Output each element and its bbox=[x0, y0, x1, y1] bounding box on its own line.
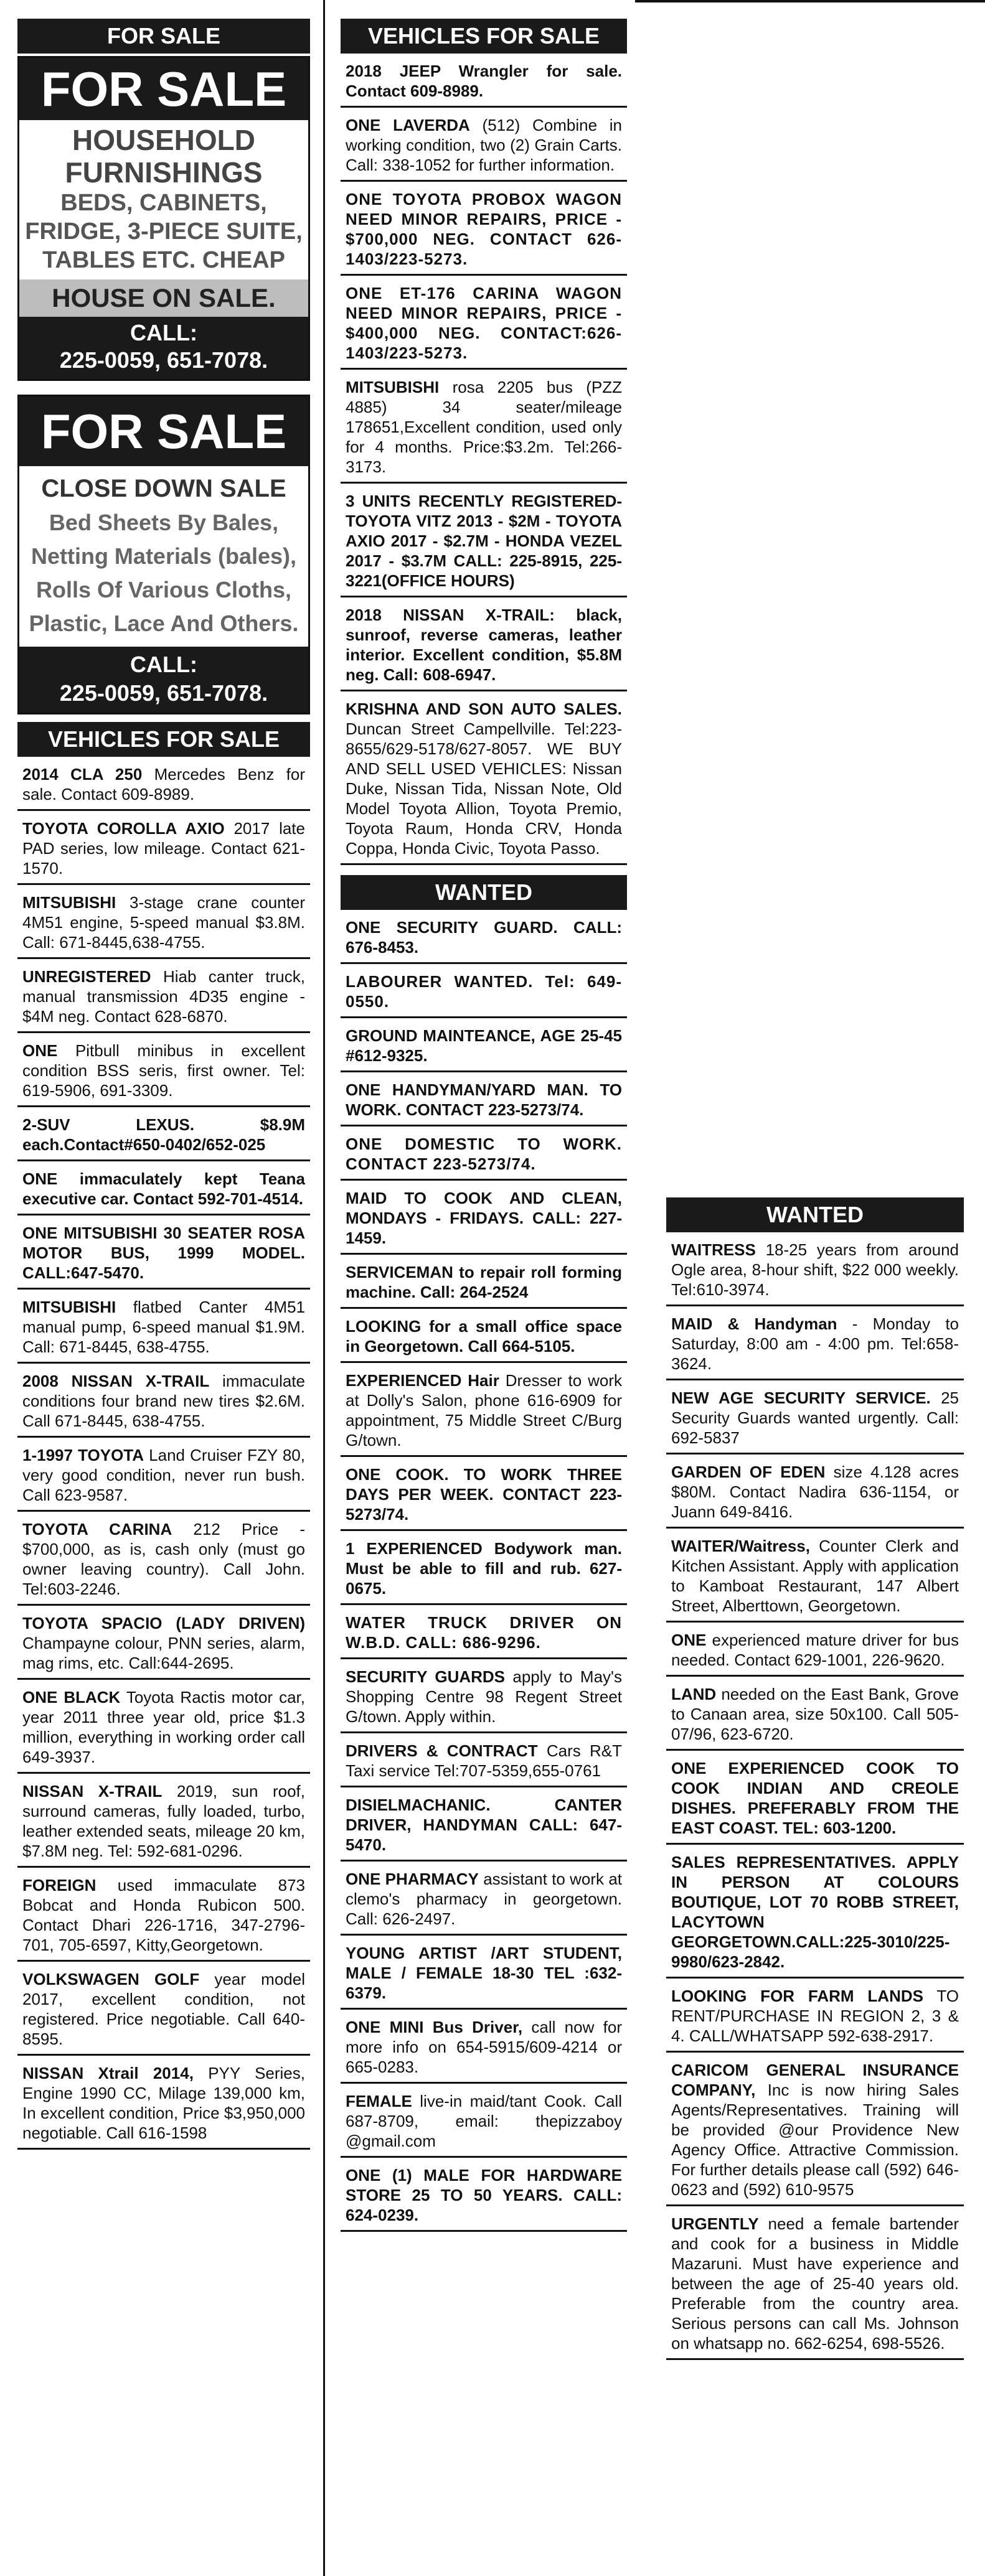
classified-ad bbox=[341, 1126, 627, 1181]
classified-ad bbox=[341, 1363, 627, 1457]
classified-ad bbox=[341, 108, 627, 182]
ad-lead: KRISHNA AND SON AUTO SALES. bbox=[346, 700, 622, 718]
ad-text: Champayne colour, PNN series, alarm, mag rims, etc. Call:644-2695. bbox=[22, 1634, 305, 1672]
ad-lead: LAND bbox=[671, 1685, 717, 1703]
ad-lead: WAITRESS bbox=[671, 1240, 756, 1259]
ad-lead: ONE PHARMACY bbox=[346, 1870, 479, 1888]
ad-lead: ONE DOMESTIC TO WORK. CONTACT 223-5273/74. bbox=[346, 1135, 622, 1173]
classified-list bbox=[341, 54, 627, 865]
classified-ad bbox=[666, 1979, 964, 2053]
ad-text: Pitbull minibus in excellent condition BSS seris, first owner. Tel: 619-5906, 691-3309. bbox=[22, 1041, 305, 1100]
ad-lead: 2018 NISSAN X-TRAIL: black, sunroof, reverse cameras, leather interior. Excellent condition, $5.8M neg. Call: 608-6947. bbox=[346, 606, 622, 684]
classified-ad bbox=[17, 1107, 310, 1161]
ad-text: TO RENT/PURCHASE IN REGION 2, 3 & 4. CALL/WHATSAPP 592-638-2917. bbox=[671, 1987, 959, 2045]
classified-ad bbox=[341, 1018, 627, 1072]
classified-ad bbox=[17, 1512, 310, 1606]
section-header-vehicles: VEHICLES FOR SALE bbox=[17, 722, 310, 757]
call-label: CALL: bbox=[130, 320, 197, 345]
ad-lead: GROUND MAINTEANCE, AGE 25-45 #612-9325. bbox=[346, 1026, 622, 1065]
ad-text: live-in maid/tant Cook. Call 687-8709, email: thepizzaboy @gmail.com bbox=[346, 2092, 622, 2150]
ad-lead: SECURITY GUARDS bbox=[346, 1667, 506, 1686]
display-ad-body: Bed Sheets By Bales, Netting Materials (bales), Rolls Of Various Cloths, Plastic, Lace And Others. bbox=[29, 510, 299, 636]
ad-lead: LOOKING for a small office space in Georgetown. Call 664-5105. bbox=[346, 1317, 622, 1356]
ad-lead: DISIELMACHANIC. CANTER DRIVER, HANDYMAN CALL: 647-5470. bbox=[346, 1796, 622, 1854]
ad-text: (512) Combine in working condition, two (2) Grain Carts. Call: 338-1052 for further information. bbox=[346, 116, 623, 174]
ad-text: Duncan Street Campellville. Tel:223-8655/629-5178/627-8057. WE BUY AND SELL USED VEHICLES: Nissan Duke, Nissan Tida, Nissan Note, Old Model Toyota Allion, Toyota Premio, Toyota Raum, Honda CRV, Honda Coppa, Honda Civic, Toyota Passo. bbox=[346, 719, 622, 858]
ad-lead: ONE BLACK bbox=[22, 1688, 121, 1707]
classified-ad bbox=[341, 691, 627, 865]
classified-ad bbox=[666, 2206, 964, 2360]
classified-ad bbox=[17, 959, 310, 1033]
ad-lead: MAID & Handyman bbox=[671, 1314, 837, 1333]
classified-ad bbox=[17, 1290, 310, 1364]
ad-text: Contact 609-8989. bbox=[346, 82, 484, 100]
ad-text: year model 2017, excellent condition, not registered. Price negotiable. Call 640-8595. bbox=[22, 1970, 305, 2048]
ad-text: 2017 late PAD series, low mileage. Contact 621-1570. bbox=[22, 819, 305, 878]
ad-lead: ONE HANDYMAN/YARD MAN. TO WORK. CONTACT 223-5273/74. bbox=[346, 1080, 622, 1119]
classified-ad bbox=[341, 1605, 627, 1659]
display-ad-headline: HOUSEHOLD FURNISHINGS bbox=[65, 124, 263, 189]
ad-lead: 1 EXPERIENCED Bodywork man. Must be able to fill and rub. 627-0675. bbox=[346, 1539, 622, 1598]
ad-lead: NISSAN Xtrail 2014, bbox=[22, 2064, 194, 2082]
ad-text: assistant to work at clemo's pharmacy in georgetown. Call: 626-2497. bbox=[346, 1870, 623, 1928]
ad-text: Dresser to work at Dolly's Salon, phone 616-6909 for appointment, 75 Middle Street C/Burg G/town. bbox=[346, 1371, 622, 1450]
display-ad-house-on-sale: HOUSE ON SALE. bbox=[19, 279, 308, 317]
ad-lead: 2018 JEEP Wrangler for sale. bbox=[346, 62, 622, 80]
ad-lead: UNREGISTERED bbox=[22, 967, 151, 986]
ad-lead: 1-1997 TOYOTA bbox=[22, 1446, 144, 1464]
display-ad-call bbox=[19, 317, 308, 379]
ad-lead: GARDEN OF EDEN bbox=[671, 1463, 826, 1481]
classified-ad bbox=[17, 1774, 310, 1868]
classified-ad bbox=[341, 1936, 627, 2010]
classified-ad bbox=[341, 1072, 627, 1126]
ad-text: Mercedes Benz for sale. Contact 609-8989. bbox=[22, 765, 305, 803]
ad-lead: WAITER/Waitress, bbox=[671, 1537, 810, 1555]
ad-lead: LABOURER WANTED. Tel: 649-0550. bbox=[346, 972, 622, 1011]
ad-lead: TOYOTA CARINA bbox=[22, 1520, 172, 1539]
classified-list bbox=[341, 910, 627, 2232]
classified-ad bbox=[666, 1306, 964, 1380]
classified-ad bbox=[341, 370, 627, 484]
ad-lead: MITSUBISHI bbox=[22, 893, 116, 912]
ad-lead: SERVICEMAN to repair roll forming machine. Call: 264-2524 bbox=[346, 1263, 622, 1301]
classified-ad bbox=[17, 1161, 310, 1215]
ad-lead: VOLKSWAGEN GOLF bbox=[22, 1970, 200, 1988]
classified-ad bbox=[17, 885, 310, 959]
ad-lead: 2008 NISSAN X-TRAIL bbox=[22, 1372, 210, 1390]
classified-ad bbox=[341, 597, 627, 691]
ad-text: 212 Price - $700,000, as is, cash only (must go owner leaving country). Call John. Tel:603-2246. bbox=[22, 1520, 305, 1598]
column-3 bbox=[666, 0, 964, 2360]
ad-lead: URGENTLY bbox=[671, 2214, 759, 2233]
classified-ad bbox=[341, 910, 627, 964]
ad-lead: ONE bbox=[671, 1631, 707, 1649]
ad-lead: ONE MITSUBISHI 30 SEATER ROSA MOTOR BUS, 1999 MODEL. CALL:647-5470. bbox=[22, 1224, 305, 1282]
classified-ad bbox=[17, 1962, 310, 2056]
classified-ad bbox=[17, 1215, 310, 1290]
ad-lead: ONE TOYOTA PROBOX WAGON NEED MINOR REPAIRS, PRICE - $700,000 NEG. CONTACT 626-1403/223-5273. bbox=[346, 190, 622, 268]
classified-ad bbox=[17, 1606, 310, 1680]
ad-text: apply to May's Shopping Centre 98 Regent Street G/town. Apply within. bbox=[346, 1667, 622, 1726]
ad-lead: FOREIGN bbox=[22, 1876, 97, 1895]
classified-list bbox=[17, 757, 310, 2150]
ad-text: Hiab canter truck, manual transmission 4D35 engine - $4M neg. Contact 628-6870. bbox=[22, 967, 305, 1026]
classified-ad bbox=[666, 2053, 964, 2206]
ad-lead: ONE LAVERDA bbox=[346, 116, 470, 134]
classified-ad bbox=[666, 1845, 964, 1979]
ad-lead: 2-SUV LEXUS. $8.9M each.Contact#650-0402/652-025 bbox=[22, 1115, 305, 1154]
display-ad-close-down bbox=[17, 395, 310, 714]
ad-text: Land Cruiser FZY 80, very good condition, never run bush. Call 623-9587. bbox=[22, 1446, 305, 1504]
section-header-for-sale: FOR SALE bbox=[17, 19, 310, 54]
section-header-wanted: WANTED bbox=[666, 1197, 964, 1232]
classified-ad bbox=[341, 54, 627, 108]
ad-lead: DRIVERS & CONTRACT bbox=[346, 1741, 538, 1760]
display-ad-headline: CLOSE DOWN SALE bbox=[41, 475, 286, 502]
classified-ad bbox=[341, 1255, 627, 1309]
ad-text: - Monday to Saturday, 8:00 am - 4:00 pm. Tel:658-3624. bbox=[671, 1314, 959, 1373]
ad-text: need a female bartender and cook for a business in Middle Mazaruni. Must have experience and between the age of 25-40 years old. Preferable from the country area. Serious persons can call Ms. Johnson on whatsapp no. 662-6254, 698-5526. bbox=[671, 2214, 959, 2353]
ad-text: size 4.128 acres $80M. Contact Nadira 636-1154, or Juann 649-8416. bbox=[671, 1463, 959, 1521]
classified-ad bbox=[341, 1659, 627, 1733]
ad-lead: MITSUBISHI bbox=[22, 1298, 116, 1316]
classified-ad bbox=[341, 182, 627, 276]
classified-ad bbox=[341, 1457, 627, 1531]
display-ad-title: FOR SALE bbox=[19, 58, 308, 120]
ad-text: experienced mature driver for bus needed. Contact 629-1001, 226-9620. bbox=[671, 1631, 959, 1669]
display-ad-body: BEDS, CABINETS, FRIDGE, 3-PIECE SUITE, TABLES ETC. CHEAP bbox=[25, 190, 303, 273]
ad-lead: ONE EXPERIENCED COOK TO COOK INDIAN AND CREOLE DISHES. PREFERABLY FROM THE EAST COAST. TEL: 603-1200. bbox=[671, 1759, 959, 1837]
call-label: CALL: bbox=[130, 652, 197, 677]
ad-lead: TOYOTA COROLLA AXIO bbox=[22, 819, 225, 838]
section-header-vehicles: VEHICLES FOR SALE bbox=[341, 19, 627, 54]
display-ad-household bbox=[17, 56, 310, 381]
ad-lead: ONE MINI Bus Driver, bbox=[346, 2018, 523, 2036]
ad-lead: ONE SECURITY GUARD. CALL: 676-8453. bbox=[346, 918, 622, 957]
classified-ad bbox=[341, 964, 627, 1018]
classified-ad bbox=[17, 1680, 310, 1774]
ad-lead: ONE immaculately kept Teana executive car. Contact 592-701-4514. bbox=[22, 1169, 305, 1208]
ad-lead: WATER TRUCK DRIVER ON W.B.D. CALL: 686-9296. bbox=[346, 1613, 622, 1652]
classified-ad bbox=[341, 1862, 627, 1936]
classified-ad bbox=[17, 1364, 310, 1438]
ad-text: Counter Clerk and Kitchen Assistant. Apply with application to Kamboat Restaurant, 147 Albert Street, Alberttown, Georgetown. bbox=[671, 1537, 959, 1615]
column-gap bbox=[641, 0, 643, 2576]
classified-ad bbox=[17, 811, 310, 885]
ad-lead: NISSAN X-TRAIL bbox=[22, 1782, 163, 1801]
ad-lead: TOYOTA SPACIO (LADY DRIVEN) bbox=[22, 1614, 305, 1632]
classified-ad bbox=[341, 1531, 627, 1605]
ad-text: Inc is now hiring Sales Agents/Representatives. Training will be provided @our Providence New Agency Office. Attractive Commission. For further details please call (592) 646-0623 and (592) 610-9575 bbox=[671, 2081, 959, 2199]
classified-ad bbox=[341, 1309, 627, 1363]
call-phones: 225-0059, 651-7078. bbox=[59, 680, 268, 706]
ad-lead: NEW AGE SECURITY SERVICE. bbox=[671, 1389, 931, 1407]
classified-ad bbox=[666, 1454, 964, 1529]
call-phones: 225-0059, 651-7078. bbox=[59, 347, 268, 373]
ad-text: immaculate conditions four brand new tires $2.6M. Call 671-8445, 638-4755. bbox=[22, 1372, 305, 1430]
classified-ad bbox=[666, 1677, 964, 1751]
classified-ad bbox=[666, 1232, 964, 1306]
ad-text: flatbed Canter 4M51 manual pump, 6-speed manual $1.9M. Call: 671-8445, 638-4755. bbox=[22, 1298, 305, 1356]
ad-lead: ONE COOK. TO WORK THREE DAYS PER WEEK. CONTACT 223-5273/74. bbox=[346, 1465, 622, 1524]
classified-ad bbox=[17, 1868, 310, 1962]
ad-text: 25 Security Guards wanted urgently. Call: 692-5837 bbox=[671, 1389, 959, 1447]
classified-ad bbox=[341, 2010, 627, 2084]
ad-lead: ONE ET-176 CARINA WAGON NEED MINOR REPAIRS, PRICE - $400,000 NEG. CONTACT:626-1403/223-5273. bbox=[346, 284, 622, 362]
ad-text: 2019, sun roof, surround cameras, fully loaded, turbo, leather extended seats, mileage 20 km, $7.8M neg. Tel: 592-681-0296. bbox=[22, 1782, 305, 1860]
classified-ad bbox=[17, 757, 310, 811]
display-ad-title: FOR SALE bbox=[19, 396, 308, 466]
ad-lead: 3 UNITS RECENTLY REGISTERED- TOYOTA VITZ 2013 - $2M - TOYOTA AXIO 2017 - $2.7M - HONDA VEZEL 2017 - $3.7M CALL: 225-8915, 225-3221(OFFICE HOURS) bbox=[346, 492, 622, 590]
classified-ad bbox=[17, 2056, 310, 2150]
classified-ad bbox=[341, 1787, 627, 1862]
ad-text: call now for more info on 654-5915/609-4214 or 665-0283. bbox=[346, 2018, 622, 2076]
ad-lead: EXPERIENCED Hair bbox=[346, 1371, 499, 1390]
classified-ad bbox=[666, 1623, 964, 1677]
section-header-wanted: WANTED bbox=[341, 875, 627, 910]
classified-ad bbox=[341, 1181, 627, 1255]
ad-text: rosa 2205 bus (PZZ 4885) 34 seater/mileage 178651,Excellent condition, used only for 4 months. Price:$3.2m. Tel:266-3173. bbox=[346, 378, 622, 476]
classified-ad bbox=[341, 2084, 627, 2158]
classified-ad bbox=[341, 484, 627, 597]
ad-lead: ONE (1) MALE FOR HARDWARE STORE 25 TO 50 YEARS. CALL: 624-0239. bbox=[346, 2166, 622, 2224]
column-1 bbox=[17, 0, 310, 2150]
ad-lead: MITSUBISHI bbox=[346, 378, 440, 396]
ad-lead: ONE bbox=[22, 1041, 58, 1060]
ad-lead: YOUNG ARTIST /ART STUDENT, MALE / FEMALE 18-30 TEL :632-6379. bbox=[346, 1944, 622, 2002]
classified-ad bbox=[17, 1438, 310, 1512]
ad-text: needed on the East Bank, Grove to Canaan area, size 50x100. Call 505-07/96, 623-6720. bbox=[671, 1685, 959, 1743]
classified-list bbox=[666, 1232, 964, 2360]
ad-text: 3-stage crane counter 4M51 engine, 5-speed manual $3.8M. Call: 671-8445,638-4755. bbox=[22, 893, 305, 952]
column-2 bbox=[341, 0, 627, 2232]
ad-lead: LOOKING FOR FARM LANDS bbox=[671, 1987, 923, 2005]
ad-lead: FEMALE bbox=[346, 2092, 412, 2110]
classified-ad bbox=[666, 1751, 964, 1845]
ad-text: Cars R&T Taxi service Tel:707-5359,655-0761 bbox=[346, 1741, 623, 1780]
classified-ad bbox=[341, 1733, 627, 1787]
ad-lead: SALES REPRESENTATIVES. APPLY IN PERSON AT COLOURS BOUTIQUE, LOT 70 ROBB STREET, LACYTOWN GEORGETOWN.CALL:225-3010/225-9980/623-2842. bbox=[671, 1853, 959, 1971]
classified-ad bbox=[666, 1380, 964, 1454]
ad-lead: CARICOM GENERAL INSURANCE COMPANY, bbox=[671, 2061, 959, 2099]
classified-ad bbox=[666, 1529, 964, 1623]
ad-lead: MAID TO COOK AND CLEAN, MONDAYS - FRIDAYS. CALL: 227-1459. bbox=[346, 1189, 622, 1247]
ad-text: PYY Series, Engine 1990 CC, Milage 139,000 km, In excellent condition, Price $3,950,000 negotiable. Call 616-1598 bbox=[22, 2064, 305, 2142]
ad-text: Toyota Ractis motor car, year 2011 three year old, price $1.3 million, everything in working order call 649-3937. bbox=[22, 1688, 305, 1766]
classified-ad bbox=[341, 2158, 627, 2232]
ad-lead: 2014 CLA 250 bbox=[22, 765, 143, 784]
classified-ad bbox=[17, 1033, 310, 1107]
ad-text: 18-25 years from around Ogle area, 8-hour shift, $22 000 weekly. Tel:610-3974. bbox=[671, 1240, 959, 1299]
column-rule bbox=[323, 0, 325, 2576]
ad-text: used immaculate 873 Bobcat and Honda Rubicon 500. Contact Dhari 226-1716, 347-2796-701, 705-6597, Kitty,Georgetown. bbox=[22, 1876, 305, 1954]
display-ad-call bbox=[19, 647, 308, 713]
classified-ad bbox=[341, 276, 627, 370]
